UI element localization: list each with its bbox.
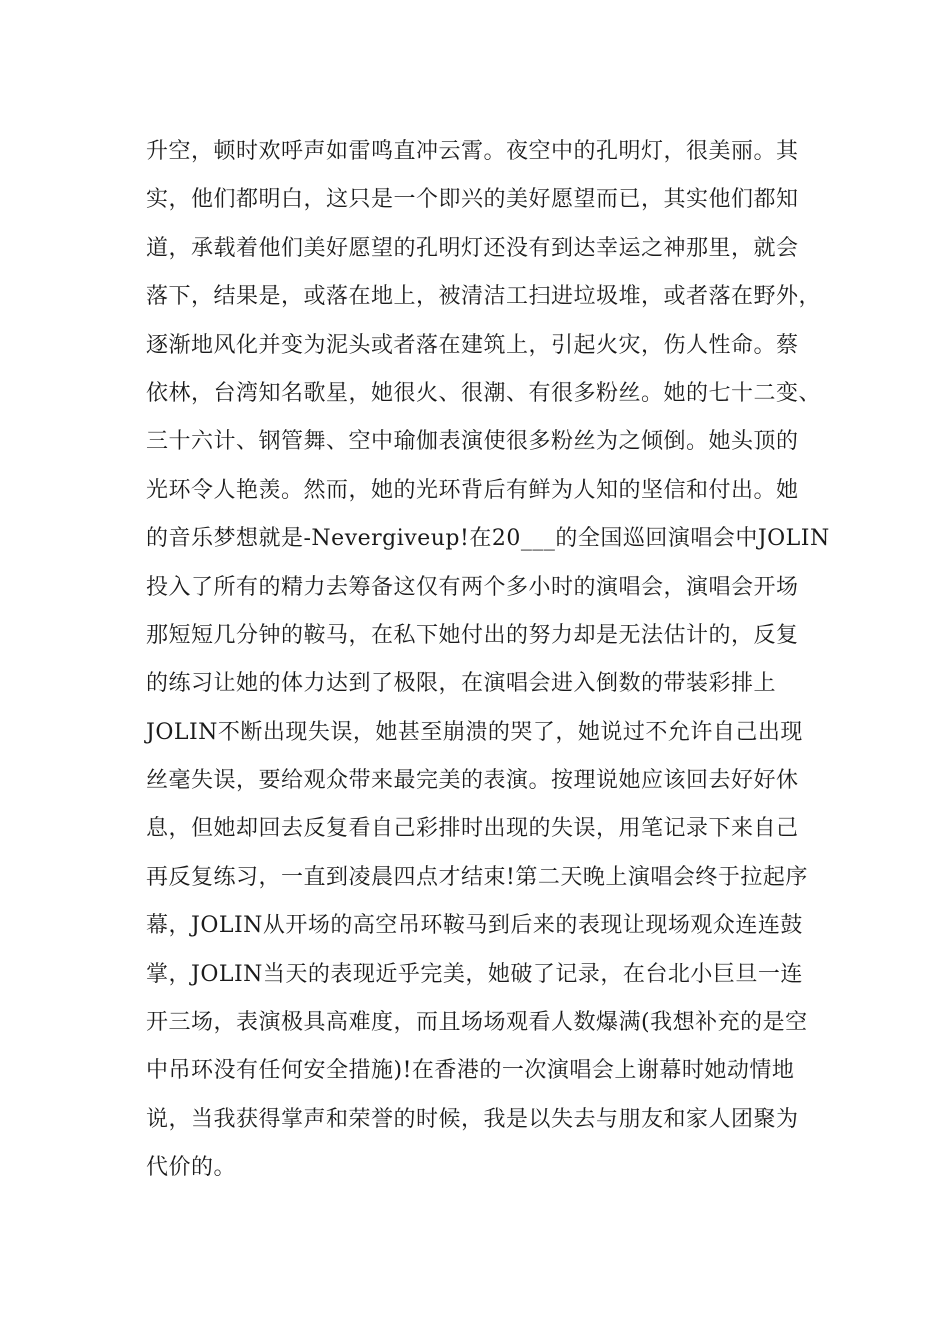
text-line: 幕，JOLIN从开场的高空吊环鞍马到后来的表现让现场观众连连鼓 (146, 913, 803, 939)
body-paragraph (146, 128, 830, 1193)
text-line: 息，但她却回去反复看自己彩排时出现的失误，用笔记录下来自己 (146, 816, 799, 842)
text-line: 再反复练习，一直到凌晨四点才结束!第二天晚上演唱会终于拉起序 (146, 864, 808, 890)
text-line: 光环令人艳羡。然而，她的光环背后有鲜为人知的坚信和付出。她 (146, 477, 799, 503)
text-line: 的音乐梦想就是-Nevergiveup!在20___的全国巡回演唱会中JOLIN (146, 526, 830, 552)
text-line: 代价的。 (146, 1155, 237, 1181)
text-line: 依林，台湾知名歌星，她很火、很潮、有很多粉丝。她的七十二变、 (146, 380, 822, 406)
text-line: 投入了所有的精力去筹备这仅有两个多小时的演唱会，演唱会开场 (146, 574, 799, 600)
text-line: 的练习让她的体力达到了极限，在演唱会进入倒数的带装彩排上 (146, 671, 777, 697)
text-line: 落下，结果是，或落在地上，被清洁工扫进垃圾堆，或者落在野外， (146, 284, 822, 310)
text-line: 升空，顿时欢呼声如雷鸣直冲云霄。夜空中的孔明灯，很美丽。其 (146, 139, 799, 164)
text-line: 道，承载着他们美好愿望的孔明灯还没有到达幸运之神那里，就会 (146, 235, 799, 261)
text-line: JOLIN不断出现失误，她甚至崩溃的哭了，她说过不允许自己出现 (146, 719, 803, 745)
text-line: 三十六计、钢管舞、空中瑜伽表演使很多粉丝为之倾倒。她头顶的 (146, 429, 799, 455)
text-line: 逐渐地风化并变为泥头或者落在建筑上，引起火灾，伤人性命。蔡 (146, 332, 799, 358)
text-line: 掌，JOLIN当天的表现近乎完美，她破了记录，在台北小巨旦一连 (146, 961, 803, 987)
text-line: 丝毫失误，要给观众带来最完美的表演。按理说她应该回去好好休 (146, 768, 799, 794)
text-line: 实，他们都明白，这只是一个即兴的美好愿望而已，其实他们都知 (146, 187, 799, 213)
text-line: 开三场，表演极具高难度，而且场场观看人数爆满(我想补充的是空 (146, 1010, 808, 1036)
text-line: 说，当我获得掌声和荣誉的时候，我是以失去与朋友和家人团聚为 (146, 1106, 799, 1132)
text-line: 中吊环没有任何安全措施)!在香港的一次演唱会上谢幕时她动情地 (146, 1058, 795, 1084)
text-line: 那短短几分钟的鞍马，在私下她付出的努力却是无法估计的，反复 (146, 622, 799, 648)
